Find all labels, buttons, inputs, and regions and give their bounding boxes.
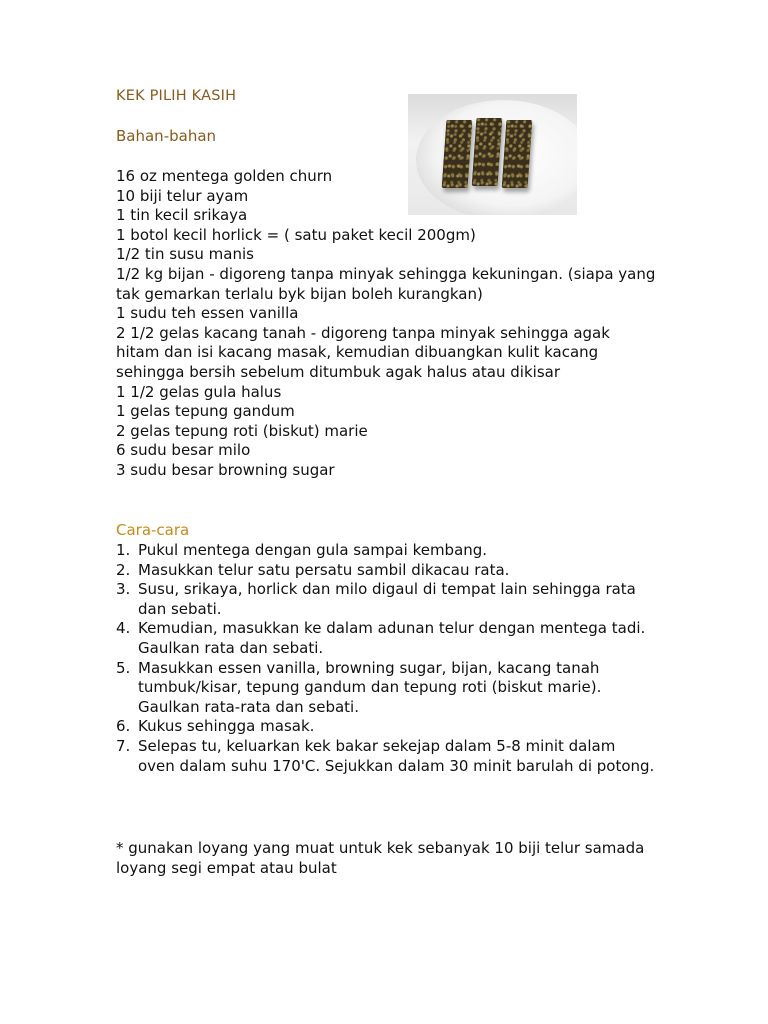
step-item: [116, 619, 656, 658]
step-item: [116, 659, 656, 718]
ingredient-item: 6 sudu besar milo: [116, 441, 251, 460]
step-text: Pukul mentega dengan gula sampai kembang.: [138, 541, 488, 559]
method-heading: Cara-cara: [116, 521, 190, 539]
step-item: [116, 561, 656, 581]
ingredient-item: 3 sudu besar browning sugar: [116, 460, 335, 479]
recipe-title: KEK PILIH KASIH: [116, 88, 237, 104]
baking-tip-note: * gunakan loyang yang muat untuk kek sebanyak 10 biji telur samada loyang segi empat atau bulat: [116, 839, 645, 877]
ingredient-item: 1 sudu teh essen vanilla: [116, 304, 299, 323]
step-text: Selepas tu, keluarkan kek bakar sekejap dalam 5-8 minit dalam oven dalam suhu 170'C. Sejukkan dalam 30 minit barulah di potong.: [138, 736, 655, 775]
step-text: Masukkan essen vanilla, browning sugar, bijan, kacang tanah tumbuk/kisar, tepung gandum dan tepung roti (biskut marie). Gaulkan rata-rata dan sebati.: [138, 658, 602, 716]
ingredient-item: 1/2 tin susu manis: [116, 245, 254, 264]
step-text: Masukkan telur satu persatu sambil dikacau rata.: [138, 560, 510, 579]
ingredient-item: 1 tin kecil srikaya: [116, 206, 248, 225]
step-text: Susu, srikaya, horlick dan milo digaul di tempat lain sehingga rata dan sebati.: [138, 580, 636, 618]
ingredient-item: 2 gelas tepung roti (biskut) marie: [116, 421, 368, 440]
step-number: 3.: [116, 580, 131, 599]
step-item: [116, 737, 656, 776]
ingredient-item: 16 oz mentega golden churn: [116, 167, 333, 185]
ingredient-item: 1/2 kg bijan - digoreng tanpa minyak sehingga kekuningan. (siapa yang tak gemarkan terlalu byk bijan boleh kurangkan): [116, 264, 656, 303]
ingredients-list: [116, 167, 656, 481]
ingredient-item: 2 1/2 gelas kacang tanah - digoreng tanpa minyak sehingga agak hitam dan isi kacang masak, kemudian dibuangkan kulit kacang sehingga bersih sebelum ditumbuk agak halus atau dikisar: [116, 323, 610, 381]
step-number: 5.: [116, 658, 131, 677]
step-item: [116, 541, 656, 561]
ingredient-item: 10 biji telur ayam: [116, 186, 249, 205]
step-item: [116, 580, 656, 619]
ingredient-item: 1 1/2 gelas gula halus: [116, 382, 282, 401]
step-number: 7.: [116, 736, 131, 755]
step-text: Kukus sehingga masak.: [138, 717, 315, 736]
ingredient-item: 1 gelas tepung gandum: [116, 402, 295, 421]
step-number: 4.: [116, 619, 131, 638]
step-number: 6.: [116, 717, 131, 736]
step-text: Kemudian, masukkan ke dalam adunan telur dengan mentega tadi. Gaulkan rata dan sebati.: [138, 619, 646, 657]
step-item: [116, 717, 656, 737]
method-steps: [116, 541, 656, 776]
ingredients-heading: Bahan-bahan: [116, 127, 217, 145]
step-number: 2.: [116, 560, 131, 579]
ingredient-item: 1 botol kecil horlick = ( satu paket kecil 200gm): [116, 225, 476, 244]
step-number: 1.: [116, 541, 131, 559]
